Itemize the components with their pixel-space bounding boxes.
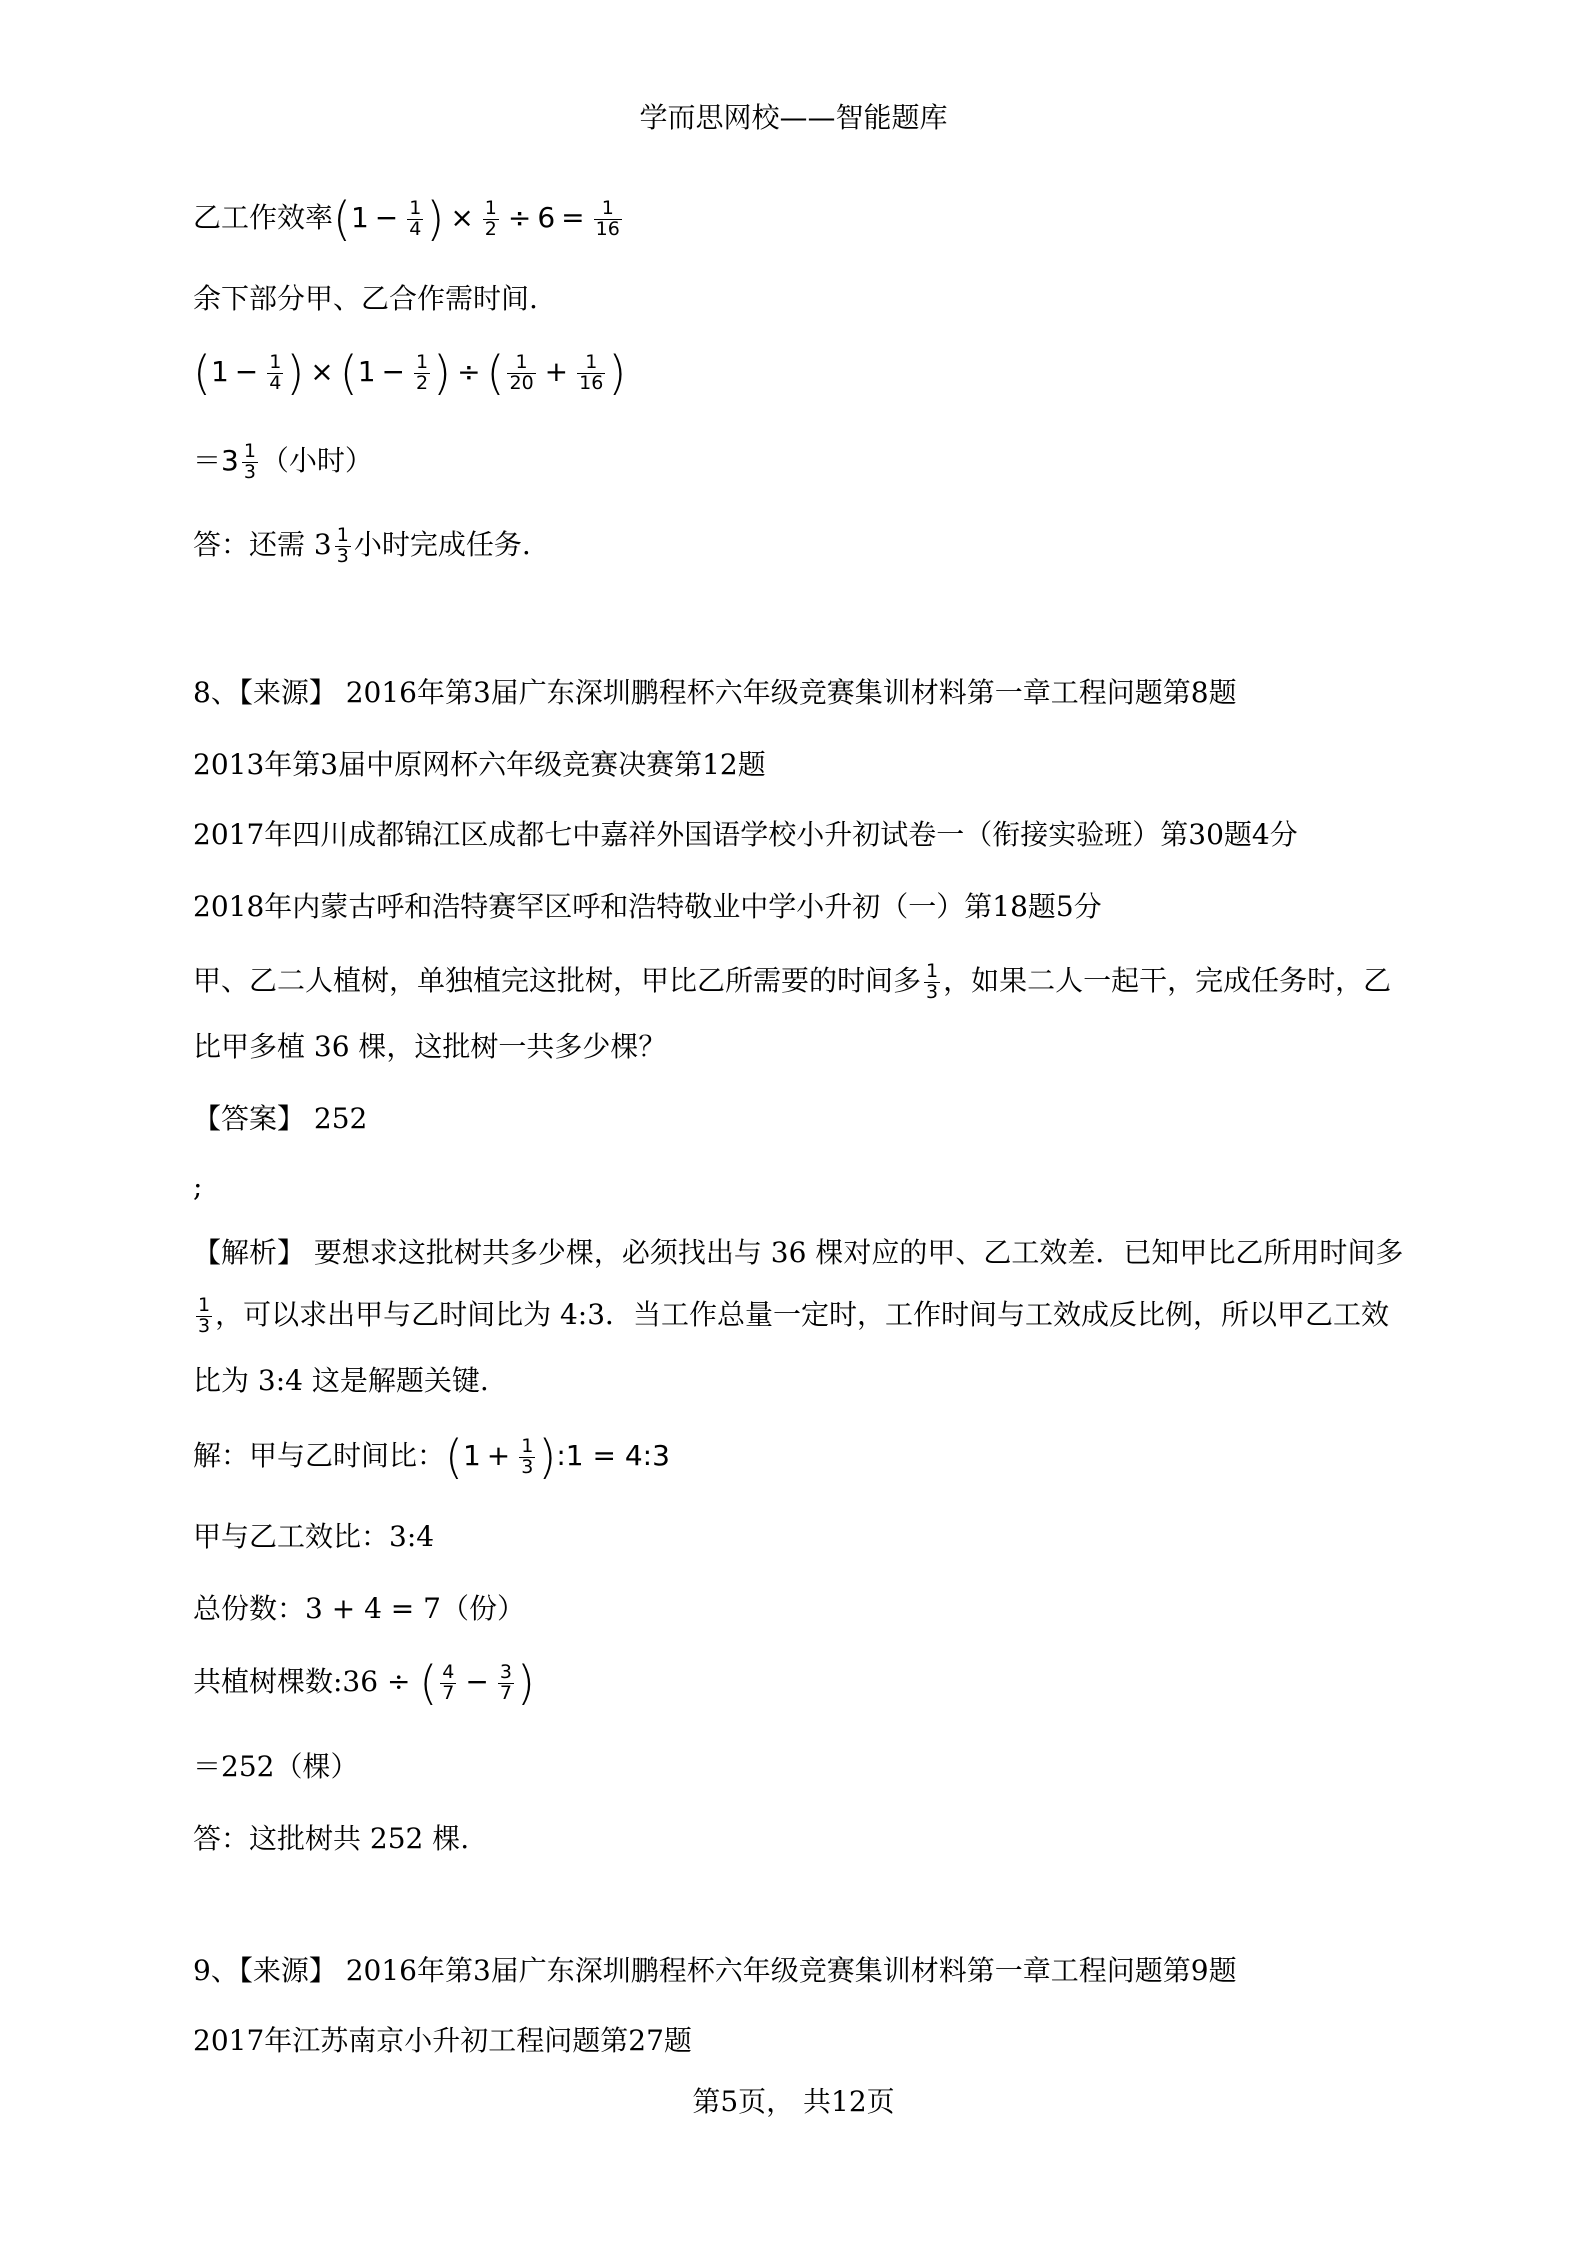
fraction: $\frac{1}{2}$ <box>416 350 429 394</box>
result-hours-line: ＝3 $\frac{1}{3}$ （小时） <box>193 440 373 483</box>
q8-solution-2: 甲与乙工效比：3:4 <box>193 1520 435 1553</box>
fraction: $\frac{1}{16}$ <box>595 196 620 240</box>
fraction: $\frac{1}{4}$ <box>269 350 282 394</box>
fraction: $\frac{1}{2}$ <box>484 196 497 240</box>
q8-solution-4: 共植树棵数:36 ÷ ( $\frac{4}{7}$ − $\frac{3}{7}$ ) <box>193 1656 535 1710</box>
q9-source-2: 2017年江苏南京小升初工程问题第27题 <box>193 2024 692 2057</box>
fraction: $\frac{1}{3}$ <box>521 1434 534 1478</box>
fraction: $\frac{1}{4}$ <box>409 196 422 240</box>
q8-analysis-line-3: 比为 3:4 这是解题关键. <box>193 1364 489 1397</box>
q9-source: 9、【来源】 2016年第3届广东深圳鹏程杯六年级竞赛集训材料第一章工程问题第9题 <box>193 1954 1237 1987</box>
q8-source-2: 2013年第3届中原网杯六年级竞赛决赛第12题 <box>193 748 766 781</box>
q8-solution-3: 总份数：3 + 4 = 7（份） <box>193 1592 525 1625</box>
page-footer: 第5页， 共12页 <box>692 2085 895 2118</box>
answer-line: 答：还需 3 $\frac{1}{3}$ 小时完成任务. <box>193 524 531 567</box>
fraction: $\frac{1}{3}$ <box>198 1294 211 1337</box>
q8-answer: 【答案】 252 <box>193 1102 368 1135</box>
fraction: $\frac{4}{7}$ <box>442 1660 455 1704</box>
page-header: 学而思网校——智能题库 <box>639 101 948 134</box>
q8-analysis-line-2: $\frac{1}{3}$ ，可以求出甲与乙时间比为 4:3．当工作总量一定时，工作时间与工效成反比例，所以甲乙工效 <box>198 1294 1390 1337</box>
q8-stem-line-1: 甲、乙二人植树，单独植完这批树，甲比乙所需要的时间多 $\frac{1}{3}$ ，如果二人一起干，完成任务时，乙 <box>193 960 1392 1003</box>
q8-solution-5: ＝252（棵） <box>193 1750 359 1783</box>
fraction: $\frac{3}{7}$ <box>499 1660 512 1704</box>
q8-solution-1: 解：甲与乙时间比：(1 + $\frac{1}{3}$ ):1 = 4:3 <box>193 1430 670 1484</box>
work-rate-label: 乙工作效率 <box>193 201 334 234</box>
q8-analysis-line-1: 【解析】 要想求这批树共多少棵，必须找出与 36 棵对应的甲、乙工效差．已知甲比乙所用时间多 <box>193 1236 1404 1269</box>
fraction: $\frac{1}{3}$ <box>243 440 256 483</box>
fraction: $\frac{1}{3}$ <box>926 960 939 1003</box>
q8-source-4: 2018年内蒙古呼和浩特赛罕区呼和浩特敬业中学小升初（一）第18题5分 <box>193 890 1102 923</box>
q8-stem-line-2: 比甲多植 36 棵，这批树一共多少棵？ <box>193 1030 667 1063</box>
work-rate-line: 乙工作效率(1 − $\frac{1}{4}$ ) × $\frac{1}{2}$ ÷ 6 = $\frac{1}{16}$ <box>193 192 620 246</box>
q8-solution-6: 答：这批树共 252 棵. <box>193 1822 470 1855</box>
combined-time-expression: (1 − $\frac{1}{4}$ ) × (1 − $\frac{1}{2}$ ) ÷ ( $\frac{1}{20}$ + $\frac{1}{16}$ ) <box>193 346 627 400</box>
fraction: $\frac{1}{20}$ <box>509 350 534 394</box>
fraction: $\frac{1}{16}$ <box>579 350 604 394</box>
q8-source: 8、【来源】 2016年第3届广东深圳鹏程杯六年级竞赛集训材料第一章工程问题第8题 <box>193 676 1237 709</box>
q8-separator: ; <box>193 1170 203 1203</box>
fraction: $\frac{1}{3}$ <box>336 524 349 567</box>
q8-source-3: 2017年四川成都锦江区成都七中嘉祥外国语学校小升初试卷一（衔接实验班）第30题4分 <box>193 818 1298 851</box>
remaining-text: 余下部分甲、乙合作需时间. <box>193 282 538 315</box>
